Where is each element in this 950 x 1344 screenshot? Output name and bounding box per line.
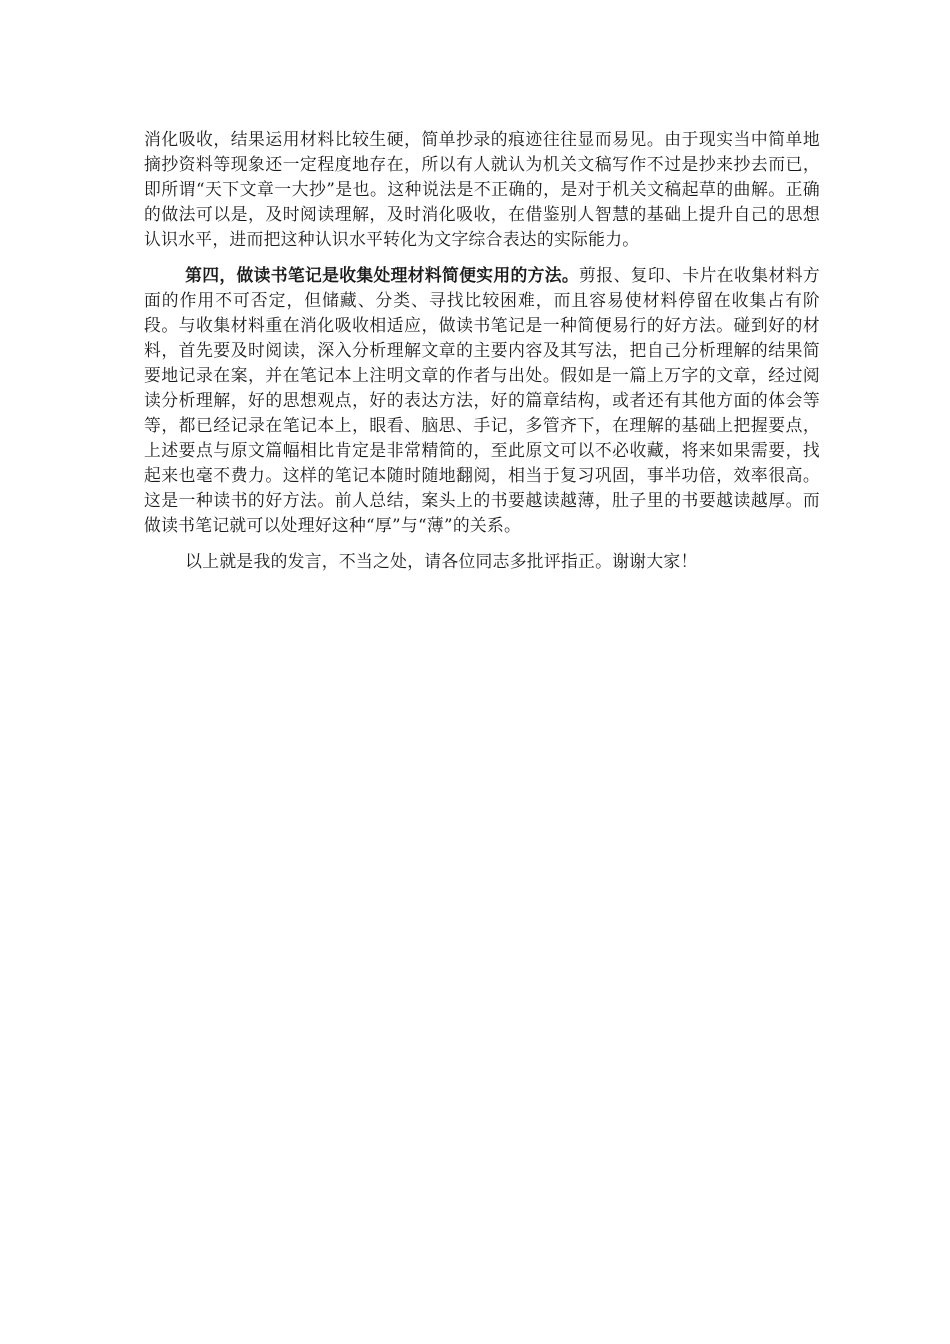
paragraph-continuation [144,127,820,252]
document-body [144,127,820,574]
paragraph-fourth-point [144,263,820,538]
paragraph-3-text: 以上就是我的发言，不当之处，请各位同志多批评指正。谢谢大家！ [185,551,698,571]
paragraph-2-text: 剪报、复印、卡片在收集材料方面的作用不可否定，但储藏、分类、寻找比较困难，而且容易使材料停留在收集占有阶段。与收集材料重在消化吸收相适应，做读书笔记是一种简便易行的好方法。碰到好的材料，首先要及时阅读，深入分析理解文章的主要内容及其写法，把自己分析理解的结果简要地记录在案，并在笔记本上注明文章的作者与出处。假如是一篇上万字的文章，经过阅读分析理解，好的思想观点，好的表达方法，好的篇章结构，或者还有其他方面的体会等等，都已经记录在笔记本上，眼看、脑思、手记，多管齐下，在理解的基础上把握要点，上述要点与原文篇幅相比肯定是非常精简的，至此原文可以不必收藏，将来如果需要，找起来也毫不费力。这样的笔记本随时随地翻阅，相当于复习巩固，事半功倍，效率很高。这是一种读书的好方法。前人总结，案头上的书要越读越薄，肚子里的书要越读越厚。而做读书笔记就可以处理好这种“厚”与“薄”的关系。 [144,265,821,535]
paragraph-2-lead: 第四，做读书笔记是收集处理材料简便实用的方法。 [185,265,580,285]
paragraph-closing [144,549,820,574]
paragraph-1-text: 消化吸收，结果运用材料比较生硬，简单抄录的痕迹往往显而易见。由于现实当中简单地摘抄资料等现象还一定程度地存在，所以有人就认为机关文稿写作不过是抄来抄去而已，即所谓“天下文章一大抄”是也。这种说法是不正确的，是对于机关文稿起草的曲解。正确的做法可以是，及时阅读理解，及时消化吸收，在借鉴别人智慧的基础上提升自己的思想认识水平，进而把这种认识水平转化为文字综合表达的实际能力。 [144,129,820,249]
